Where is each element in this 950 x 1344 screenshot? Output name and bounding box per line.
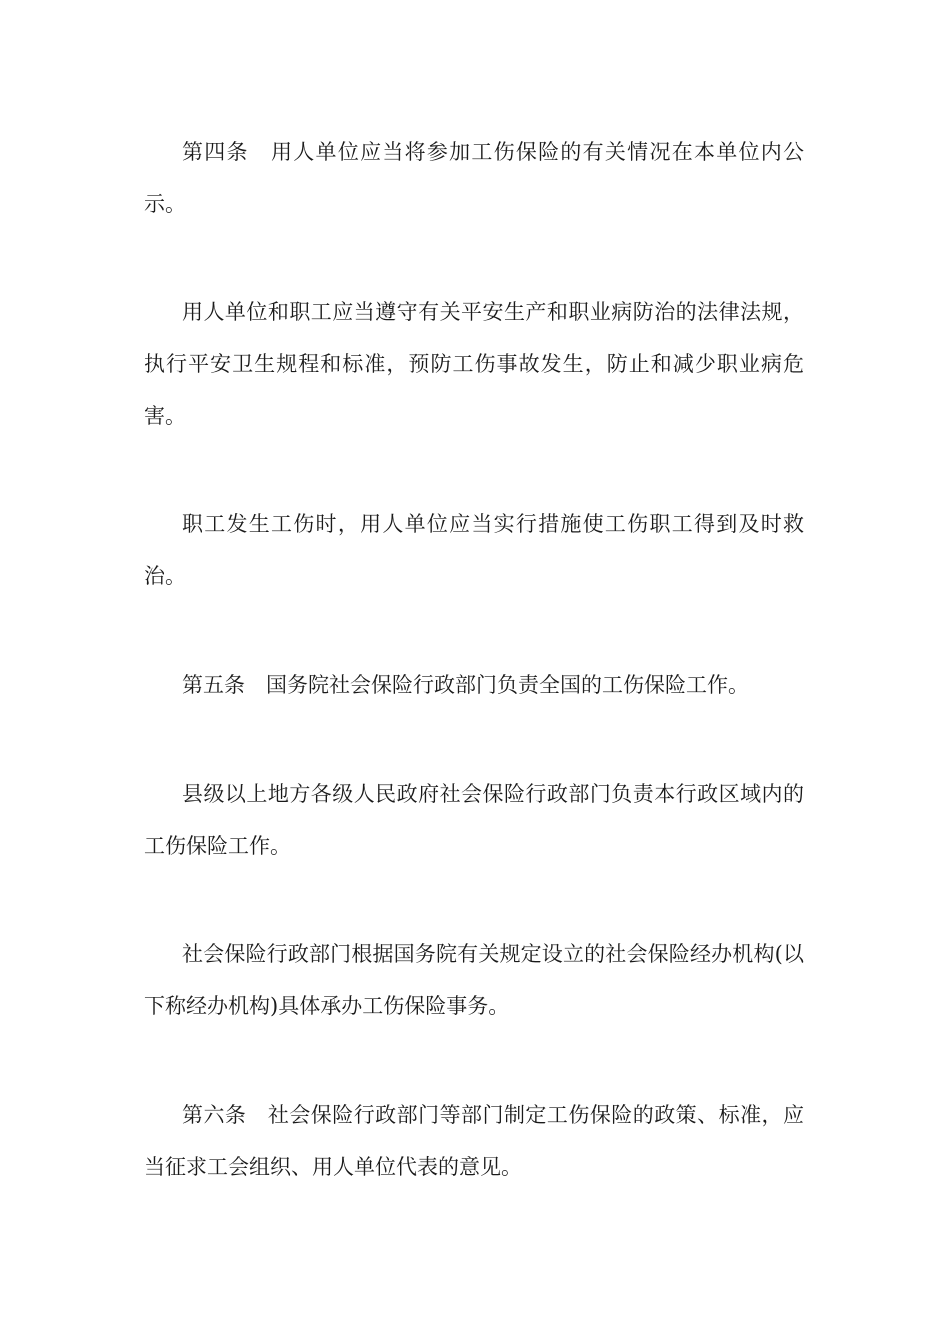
agency-paragraph: 社会保险行政部门根据国务院有关规定设立的社会保险经办机构(以下称经办机构)具体承办工伤保险事务。: [144, 942, 804, 1018]
local-government-paragraph: 县级以上地方各级人民政府社会保险行政部门负责本行政区域内的工伤保险工作。: [144, 782, 804, 858]
article-5-paragraph: 第五条 国务院社会保险行政部门负责全国的工伤保险工作。: [182, 673, 749, 697]
safety-compliance-paragraph: 用人单位和职工应当遵守有关平安生产和职业病防治的法律法规，执行平安卫生规程和标准，预防工伤事故发生，防止和减少职业病危害。: [144, 300, 804, 428]
article-4-paragraph: 第四条 用人单位应当将参加工伤保险的有关情况在本单位内公示。: [144, 140, 804, 216]
injury-treatment-paragraph: 职工发生工伤时，用人单位应当实行措施使工伤职工得到及时救治。: [144, 512, 804, 588]
article-6-paragraph: 第六条 社会保险行政部门等部门制定工伤保险的政策、标准，应当征求工会组织、用人单位代表的意见。: [144, 1103, 804, 1179]
